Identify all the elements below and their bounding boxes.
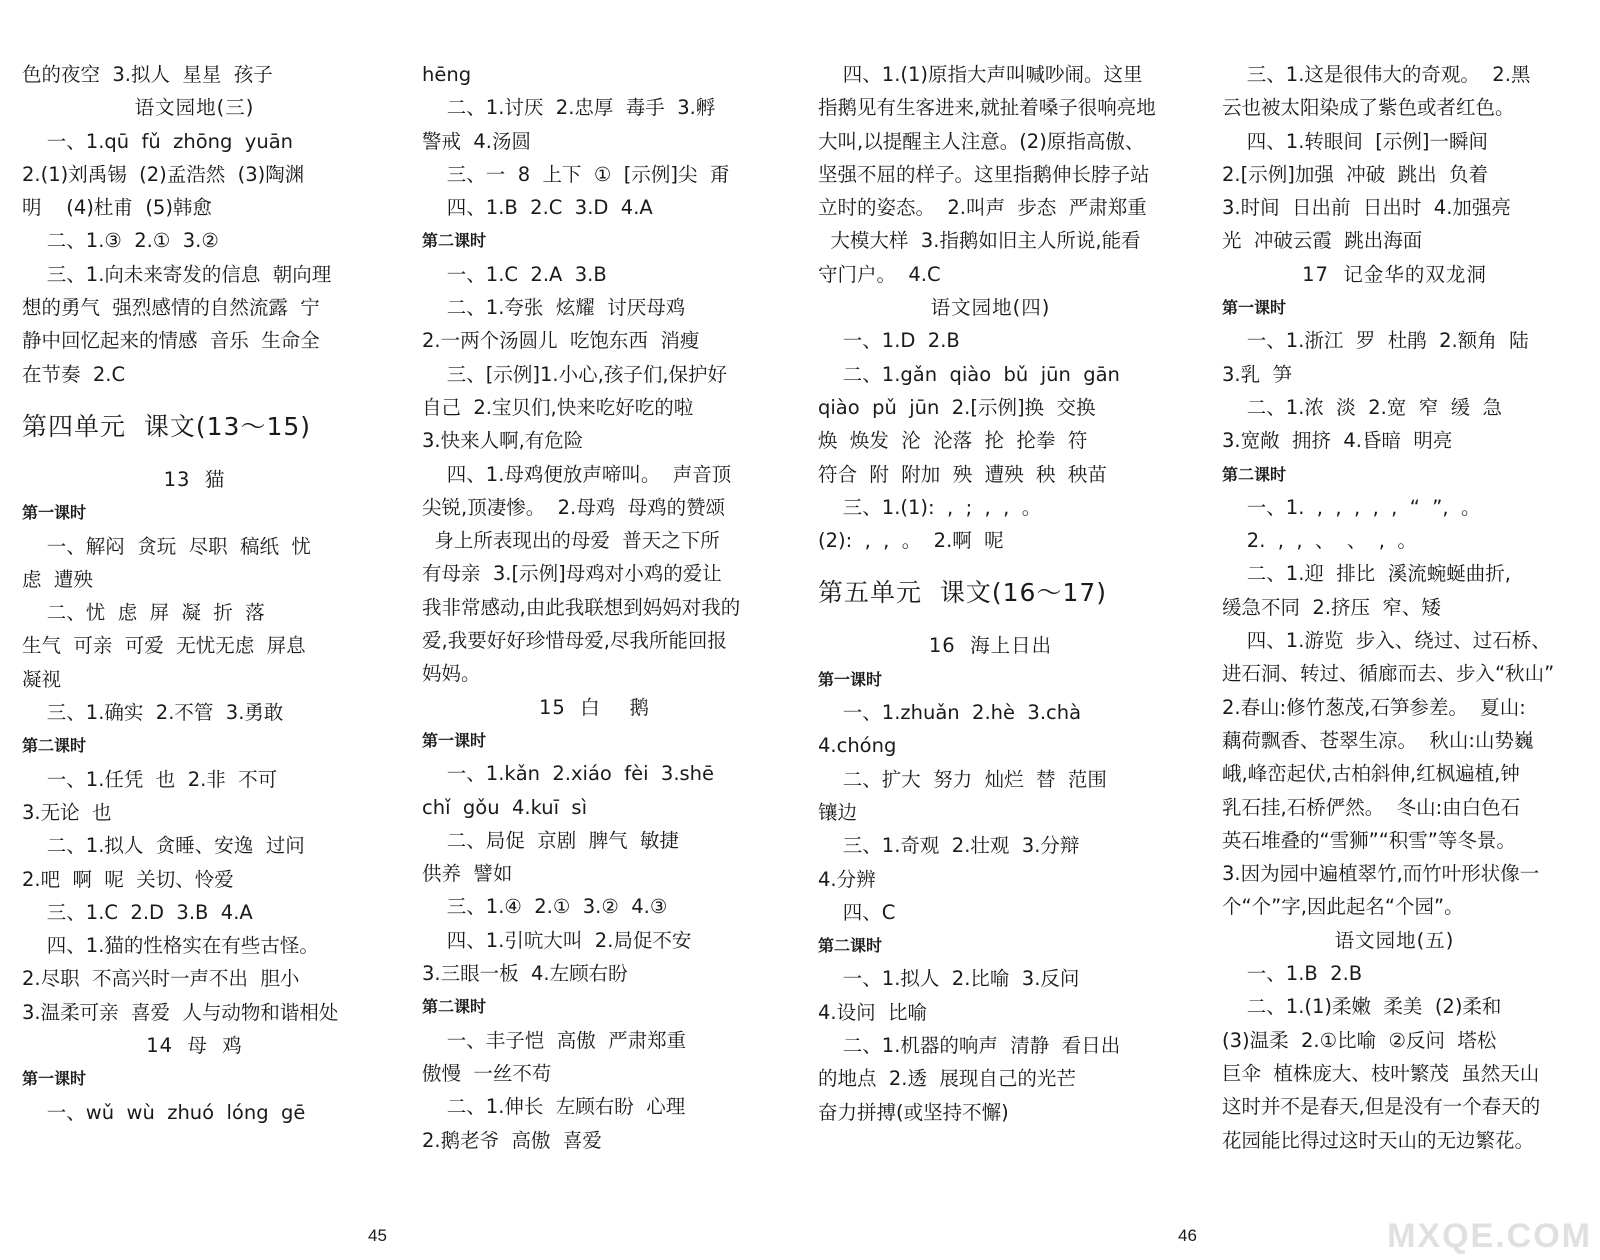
answer-line: 2.春山:修竹葱茂,石笋参差。 夏山: bbox=[1222, 695, 1526, 719]
page-number-left: 45 bbox=[368, 1226, 387, 1245]
answer-line: chǐ gǒu 4.kuī sì bbox=[422, 795, 588, 819]
answer-line: 一、1. , , , , , “ ”, 。 bbox=[1222, 495, 1481, 519]
answer-line: 镶边 bbox=[818, 800, 858, 824]
answer-line: 三、1.这是很伟大的奇观。 2.黑 bbox=[1222, 63, 1531, 86]
answer-line: 2.一两个汤圆儿 吃饱东西 消瘦 bbox=[422, 329, 700, 353]
answer-line: 二、1.③ 2.① 3.② bbox=[22, 229, 219, 253]
answer-line: 二、扩大 努力 灿烂 替 范围 bbox=[818, 767, 1107, 791]
answer-line: 色的夜空 3.拟人 星星 孩子 bbox=[22, 63, 273, 86]
answer-line: 进石洞、转过、循廊而去、步入“秋山” bbox=[1222, 662, 1555, 686]
answer-line: qiào pǔ jūn 2.[示例]换 交换 bbox=[818, 395, 1096, 419]
answer-line: 的地点 2.透 展现自己的光芒 bbox=[818, 1067, 1076, 1091]
answer-line: 二、1.浓 淡 2.宽 窄 缓 急 bbox=[1222, 395, 1502, 419]
answer-line: 三、1.C 2.D 3.B 4.A bbox=[22, 900, 253, 924]
answer-line: 符合 附 附加 殃 遭殃 秧 秧苗 bbox=[818, 462, 1107, 486]
answer-line: 想的勇气 强烈感情的自然流露 宁 bbox=[22, 296, 320, 320]
answer-line: 供养 譬如 bbox=[422, 862, 513, 886]
lesson-heading: 第一课时 bbox=[22, 503, 87, 523]
answer-line: 一、1.C 2.A 3.B bbox=[422, 262, 607, 286]
answer-line: 2.[示例]加强 冲破 跳出 负着 bbox=[1222, 162, 1489, 186]
answer-line: 大模大样 3.指鹅如旧主人所说,能看 bbox=[818, 229, 1141, 253]
answer-line: 守门户。 4.C bbox=[818, 262, 941, 286]
answer-line: 四、1.游览 步入、绕过、过石桥、 bbox=[1222, 629, 1551, 653]
answer-line: 光 冲破云霞 跳出海面 bbox=[1222, 229, 1423, 253]
answer-line: 一、1.B 2.B bbox=[1222, 962, 1363, 986]
answer-line: 巨伞 植株庞大、枝叶繁茂 虽然天山 bbox=[1222, 1061, 1540, 1085]
answer-line: 身上所表现出的母爱 普天之下所 bbox=[422, 529, 720, 553]
section-title: 13 猫 bbox=[163, 467, 226, 491]
answer-line: 四、1.转眼间 [示例]一瞬间 bbox=[1222, 129, 1489, 153]
answer-line: (2): , , 。 2.啊 呢 bbox=[818, 529, 1004, 553]
answer-line: 3.因为园中遍植翠竹,而竹叶形状像一 bbox=[1222, 862, 1540, 886]
answer-line: 大叫,以提醒主人注意。(2)原指高傲、 bbox=[818, 129, 1145, 153]
lesson-heading: 第二课时 bbox=[422, 997, 487, 1017]
answer-line: 三、1.④ 2.① 3.② 4.③ bbox=[422, 895, 668, 919]
section-title: 15 白 鹅 bbox=[538, 695, 650, 719]
answer-line: 有母亲 3.[示例]母鸡对小鸡的爱让 bbox=[422, 562, 722, 586]
answer-line: 二、1.拟人 贪睡、安逸 过问 bbox=[22, 834, 305, 858]
answer-line: 2. , , 、 、 , 。 bbox=[1222, 529, 1417, 553]
answer-line: 生气 可亲 可爱 无忧无虑 屏息 bbox=[22, 634, 306, 658]
answer-line: 2.鹅老爷 高傲 喜爱 bbox=[422, 1128, 602, 1152]
answer-line: 四、1.猫的性格实在有些古怪。 bbox=[22, 934, 319, 958]
lesson-heading: 第二课时 bbox=[22, 736, 87, 756]
answer-line: 三、1.向未来寄发的信息 朝向理 bbox=[22, 262, 332, 286]
answer-line: 一、1.浙江 罗 杜鹃 2.额角 陆 bbox=[1222, 329, 1529, 353]
lesson-heading: 第一课时 bbox=[422, 730, 487, 750]
lesson-heading: 第二课时 bbox=[422, 231, 487, 251]
unit-heading: 第五单元 课文(16～17) bbox=[818, 578, 1108, 608]
lesson-heading: 第二课时 bbox=[1222, 464, 1287, 484]
section-title: 17 记金华的双龙洞 bbox=[1302, 262, 1487, 286]
answer-line: 二、1.伸长 左顾右盼 心理 bbox=[422, 1095, 686, 1119]
answer-line: 尖锐,顶凄惨。 2.母鸡 母鸡的赞颂 bbox=[422, 495, 726, 519]
answer-line: 一、丰子恺 高傲 严肃郑重 bbox=[422, 1028, 687, 1052]
answer-line: 一、1.kǎn 2.xiáo fèi 3.shē bbox=[422, 762, 715, 786]
section-title: 16 海上日出 bbox=[928, 634, 1053, 658]
lesson-heading: 第一课时 bbox=[22, 1069, 87, 1089]
answer-line: 凝视 bbox=[22, 667, 62, 691]
answer-line: 二、局促 京剧 脾气 敏捷 bbox=[422, 828, 679, 852]
section-title: 语文园地(五) bbox=[1334, 928, 1455, 952]
answer-line: 坚强不屈的样子。这里指鹅伸长脖子站 bbox=[818, 162, 1150, 186]
answer-line: 3.快来人啊,有危险 bbox=[422, 429, 584, 453]
answer-line: 3.乳 笋 bbox=[1222, 362, 1293, 386]
answer-line: 3.温柔可亲 喜爱 人与动物和谐相处 bbox=[22, 1000, 339, 1024]
answer-line: 3.时间 日出前 日出时 4.加强亮 bbox=[1222, 196, 1511, 220]
answer-line: 2.尽职 不高兴时一声不出 胆小 bbox=[22, 967, 300, 991]
answer-line: 静中回忆起来的情感 音乐 生命全 bbox=[22, 329, 320, 353]
answer-line: 指鹅见有生客进来,就扯着嗓子很响亮地 bbox=[818, 96, 1156, 120]
answer-line: 一、1.zhuǎn 2.hè 3.chà bbox=[818, 701, 1082, 725]
column-2 bbox=[422, 58, 767, 1157]
answer-line: 英石堆叠的“雪狮”“积雪”等冬景。 bbox=[1222, 828, 1516, 852]
answer-line: 四、1.引吭大叫 2.局促不安 bbox=[422, 928, 692, 952]
answer-line: 4.分辨 bbox=[818, 867, 876, 891]
answer-line: 3.三眼一板 4.左顾右盼 bbox=[422, 962, 628, 986]
answer-line: 虑 遭殃 bbox=[22, 567, 93, 591]
section-title: 语文园地(三) bbox=[134, 96, 255, 120]
answer-line: 自己 2.宝贝们,快来吃好吃的啦 bbox=[422, 395, 694, 419]
answer-line: 在节奏 2.C bbox=[22, 362, 126, 386]
answer-line: 三、1.奇观 2.壮观 3.分辩 bbox=[818, 834, 1080, 858]
unit-heading: 第四单元 课文(13～15) bbox=[22, 411, 312, 441]
lesson-heading: 第二课时 bbox=[818, 936, 883, 956]
answer-line: 奋力拼搏(或坚持不懈) bbox=[818, 1100, 1009, 1124]
answer-line: 三、一 8 上下 ① [示例]尖 甭 bbox=[422, 162, 730, 186]
answer-line: 立时的姿态。 2.叫声 步态 严肃郑重 bbox=[818, 196, 1147, 220]
answer-line: (3)温柔 2.①比喻 ②反问 塔松 bbox=[1222, 1028, 1497, 1052]
watermark: MXQE.COM bbox=[1387, 1217, 1592, 1255]
answer-line: 二、忧 虑 屏 凝 折 落 bbox=[22, 601, 265, 625]
section-title: 14 母 鸡 bbox=[146, 1034, 243, 1058]
answer-line: 一、1.拟人 2.比喻 3.反问 bbox=[818, 967, 1080, 991]
column-4 bbox=[1222, 58, 1567, 1157]
answer-line: 一、1.qū fǔ zhōng yuān bbox=[22, 129, 294, 153]
answer-line: 乳石挂,石桥俨然。 冬山:由白色石 bbox=[1222, 795, 1521, 819]
answer-line: 二、1.夸张 炫耀 讨厌母鸡 bbox=[422, 296, 686, 320]
answer-line: 爱,我要好好珍惜母爱,尽我所能回报 bbox=[422, 629, 727, 653]
answer-line: 个“个”字,因此起名“个园”。 bbox=[1222, 895, 1464, 919]
answer-line: 三、1.确实 2.不管 3.勇敢 bbox=[22, 701, 284, 725]
answer-line: 妈妈。 bbox=[422, 662, 481, 686]
answer-line: 四、1.(1)原指大声叫喊吵闹。这里 bbox=[818, 63, 1143, 86]
answer-line: 焕 焕发 沦 沦落 抡 抡拳 符 bbox=[818, 429, 1088, 453]
answer-line: 二、1.机器的响声 清静 看日出 bbox=[818, 1034, 1121, 1058]
answer-line: 二、1.讨厌 2.忠厚 毒手 3.孵 bbox=[422, 96, 716, 120]
answer-line: 这时并不是春天,但是没有一个春天的 bbox=[1222, 1095, 1541, 1119]
answer-line: 3.无论 也 bbox=[22, 800, 112, 824]
answer-line: 4.设问 比喻 bbox=[818, 1000, 928, 1024]
answer-line: 2.吧 啊 呢 关切、怜爱 bbox=[22, 867, 234, 891]
column-1 bbox=[22, 58, 367, 1129]
answer-line: 3.宽敞 拥挤 4.昏暗 明亮 bbox=[1222, 429, 1453, 453]
answer-line: 2.(1)刘禹锡 (2)孟浩然 (3)陶渊 bbox=[22, 162, 305, 186]
answer-line: 花园能比得过这时天山的无边繁花。 bbox=[1222, 1128, 1535, 1152]
answer-line: 缓急不同 2.挤压 窄、矮 bbox=[1222, 595, 1441, 619]
answer-line: 一、wǔ wù zhuó lóng gē bbox=[22, 1100, 306, 1124]
answer-line: 二、1.迎 排比 溪流蜿蜒曲折, bbox=[1222, 562, 1511, 586]
answer-line: 藕荷飘香、苍翠生凉。 秋山:山势巍 bbox=[1222, 728, 1534, 752]
answer-line: 警戒 4.汤圆 bbox=[422, 129, 532, 153]
answer-line: 一、1.任凭 也 2.非 不可 bbox=[22, 767, 278, 791]
answer-line: 四、1.B 2.C 3.D 4.A bbox=[422, 196, 653, 220]
answer-line: 云也被太阳染成了紫色或者红色。 bbox=[1222, 96, 1515, 120]
answer-line: 明 (4)杜甫 (5)韩愈 bbox=[22, 196, 212, 220]
section-title: 语文园地(四) bbox=[930, 296, 1051, 320]
answer-line: 二、1.(1)柔嫩 柔美 (2)柔和 bbox=[1222, 995, 1502, 1019]
answer-line: 一、1.D 2.B bbox=[818, 329, 960, 353]
answer-line: 一、解闷 贪玩 尽职 稿纸 忧 bbox=[22, 534, 311, 558]
answer-line: 4.chóng bbox=[818, 734, 897, 758]
lesson-heading: 第一课时 bbox=[1222, 298, 1287, 318]
answer-line: 四、C bbox=[818, 900, 896, 924]
answer-line: 四、1.母鸡便放声啼叫。 声音顶 bbox=[422, 462, 732, 486]
answer-line: 我非常感动,由此我联想到妈妈对我的 bbox=[422, 595, 741, 619]
answer-line: 三、1.(1): , ; , , 。 bbox=[818, 495, 1042, 519]
answer-line: 峨,峰峦起伏,古柏斜伸,红枫遍植,钟 bbox=[1222, 762, 1520, 786]
answer-line: hēng bbox=[422, 63, 472, 86]
page-number-right: 46 bbox=[1178, 1226, 1197, 1245]
answer-line: 傲慢 一丝不苟 bbox=[422, 1061, 552, 1085]
column-3 bbox=[818, 58, 1163, 1129]
answer-line: 三、[示例]1.小心,孩子们,保护好 bbox=[422, 362, 728, 386]
lesson-heading: 第一课时 bbox=[818, 669, 883, 689]
answer-line: 二、1.gǎn qiào bǔ jūn gān bbox=[818, 362, 1120, 386]
